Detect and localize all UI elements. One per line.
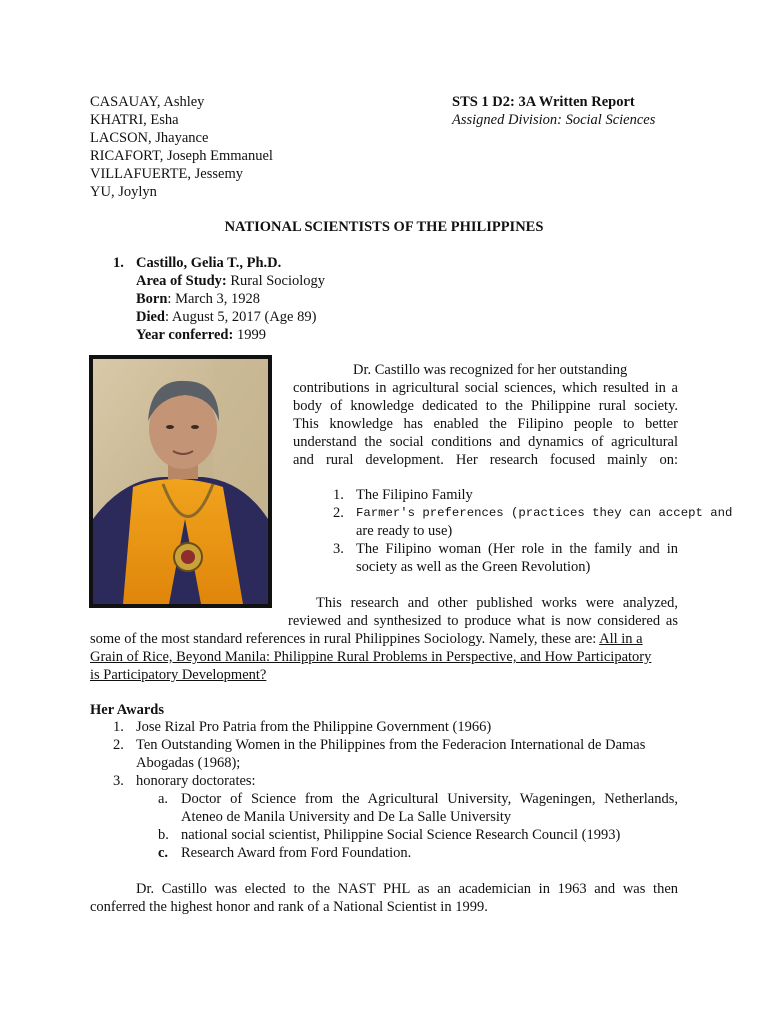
reference-title-link: All in a [599,631,643,647]
list-number: 3. [333,541,344,557]
sub-award-item-continued: Ateneo de Manila University and De La Salle University [181,809,512,825]
author-name: VILLAFUERTE, Jessemy [90,166,243,182]
award-item-continued: Abogadas (1968); [136,755,241,771]
paragraph-line: This research and other published works were analyzed, [316,595,678,611]
paragraph-line: This knowledge has enabled the Filipino people to better [293,416,678,432]
sub-award-item: Research Award from Ford Foundation. [181,845,412,861]
award-item: Ten Outstanding Women in the Philippines from the Federacion International de Damas [136,737,646,753]
born-date [136,290,260,308]
awards-heading: Her Awards [90,702,164,718]
year-value: 1999 [233,327,266,343]
year-conferred [136,326,266,344]
sub-award-item: national social scientist, Philippine Social Science Research Council (1993) [181,827,621,843]
scientist-name: Castillo, Gelia T., Ph.D. [136,255,282,271]
author-name: CASAUAY, Ashley [90,94,205,110]
paragraph-line: reviewed and synthesized to produce what is now considered as [288,613,678,629]
sub-award-letter: a. [158,791,169,807]
award-item: honorary doctorates: [136,773,256,789]
list-item-continued: are ready to use) [356,523,453,539]
list-number: 1. [333,487,344,503]
paragraph-line [90,630,643,648]
sub-award-letter: c. [158,845,169,861]
scientist-number: 1. [113,255,124,271]
author-name: YU, Joylyn [90,184,157,200]
sub-award-letter: b. [158,827,169,843]
assigned-division: Assigned Division: Social Sciences [452,112,656,128]
award-number: 1. [113,719,124,735]
award-item: Jose Rizal Pro Patria from the Philippine Government (1966) [136,719,492,735]
paragraph-line: Dr. Castillo was recognized for her outstanding [353,362,628,378]
author-name: LACSON, Jhayance [90,130,209,146]
paragraph-line: understand the social conditions and dynamics of agricultural [293,434,678,450]
area-of-study [136,272,325,290]
reference-titles: Grain of Rice, Beyond Manila: Philippine Rural Problems in Perspective, and How Participatory [90,649,652,665]
list-item-continued: society as well as the Green Revolution) [356,559,591,575]
list-number: 2. [333,505,344,521]
died-label: Died [136,309,165,325]
area-label: Area of Study: [136,273,227,289]
died-value: : August 5, 2017 (Age 89) [165,309,317,325]
list-item: The Filipino Family [356,487,473,503]
died-date [136,308,316,326]
author-name: KHATRI, Esha [90,112,179,128]
author-name: RICAFORT, Joseph Emmanuel [90,148,273,164]
paragraph-line: body of knowledge dedicated to the Philippine rural society. [293,398,678,414]
list-item: The Filipino woman (Her role in the family and in [356,541,678,557]
sub-award-item: Doctor of Science from the Agricultural University, Wageningen, Netherlands, [181,791,678,807]
paragraph-line: and rural development. Her research focused mainly on: [293,452,678,468]
portrait-photo [89,355,272,608]
award-number: 3. [113,773,124,789]
reference-titles: is Participatory Development? [90,667,267,683]
area-value: Rural Sociology [226,273,326,289]
page-title: NATIONAL SCIENTISTS OF THE PHILIPPINES [224,219,544,235]
award-number: 2. [113,737,124,753]
list-item: Farmer's preferences (practices they can accept and [356,506,733,520]
portrait-illustration [93,359,268,604]
paragraph-line: contributions in agricultural social sciences, which resulted in a [293,380,678,396]
paragraph-line: conferred the highest honor and rank of a National Scientist in 1999. [90,899,488,915]
year-label: Year conferred: [136,327,234,343]
born-value: : March 3, 1928 [167,291,261,307]
paragraph-text: some of the most standard references in rural Philippines Sociology. Namely, these are: [90,631,597,647]
born-label: Born [136,291,168,307]
paragraph-line: Dr. Castillo was elected to the NAST PHL as an academician in 1963 and was then [136,881,678,897]
course-code: STS 1 D2: 3A Written Report [452,94,635,110]
